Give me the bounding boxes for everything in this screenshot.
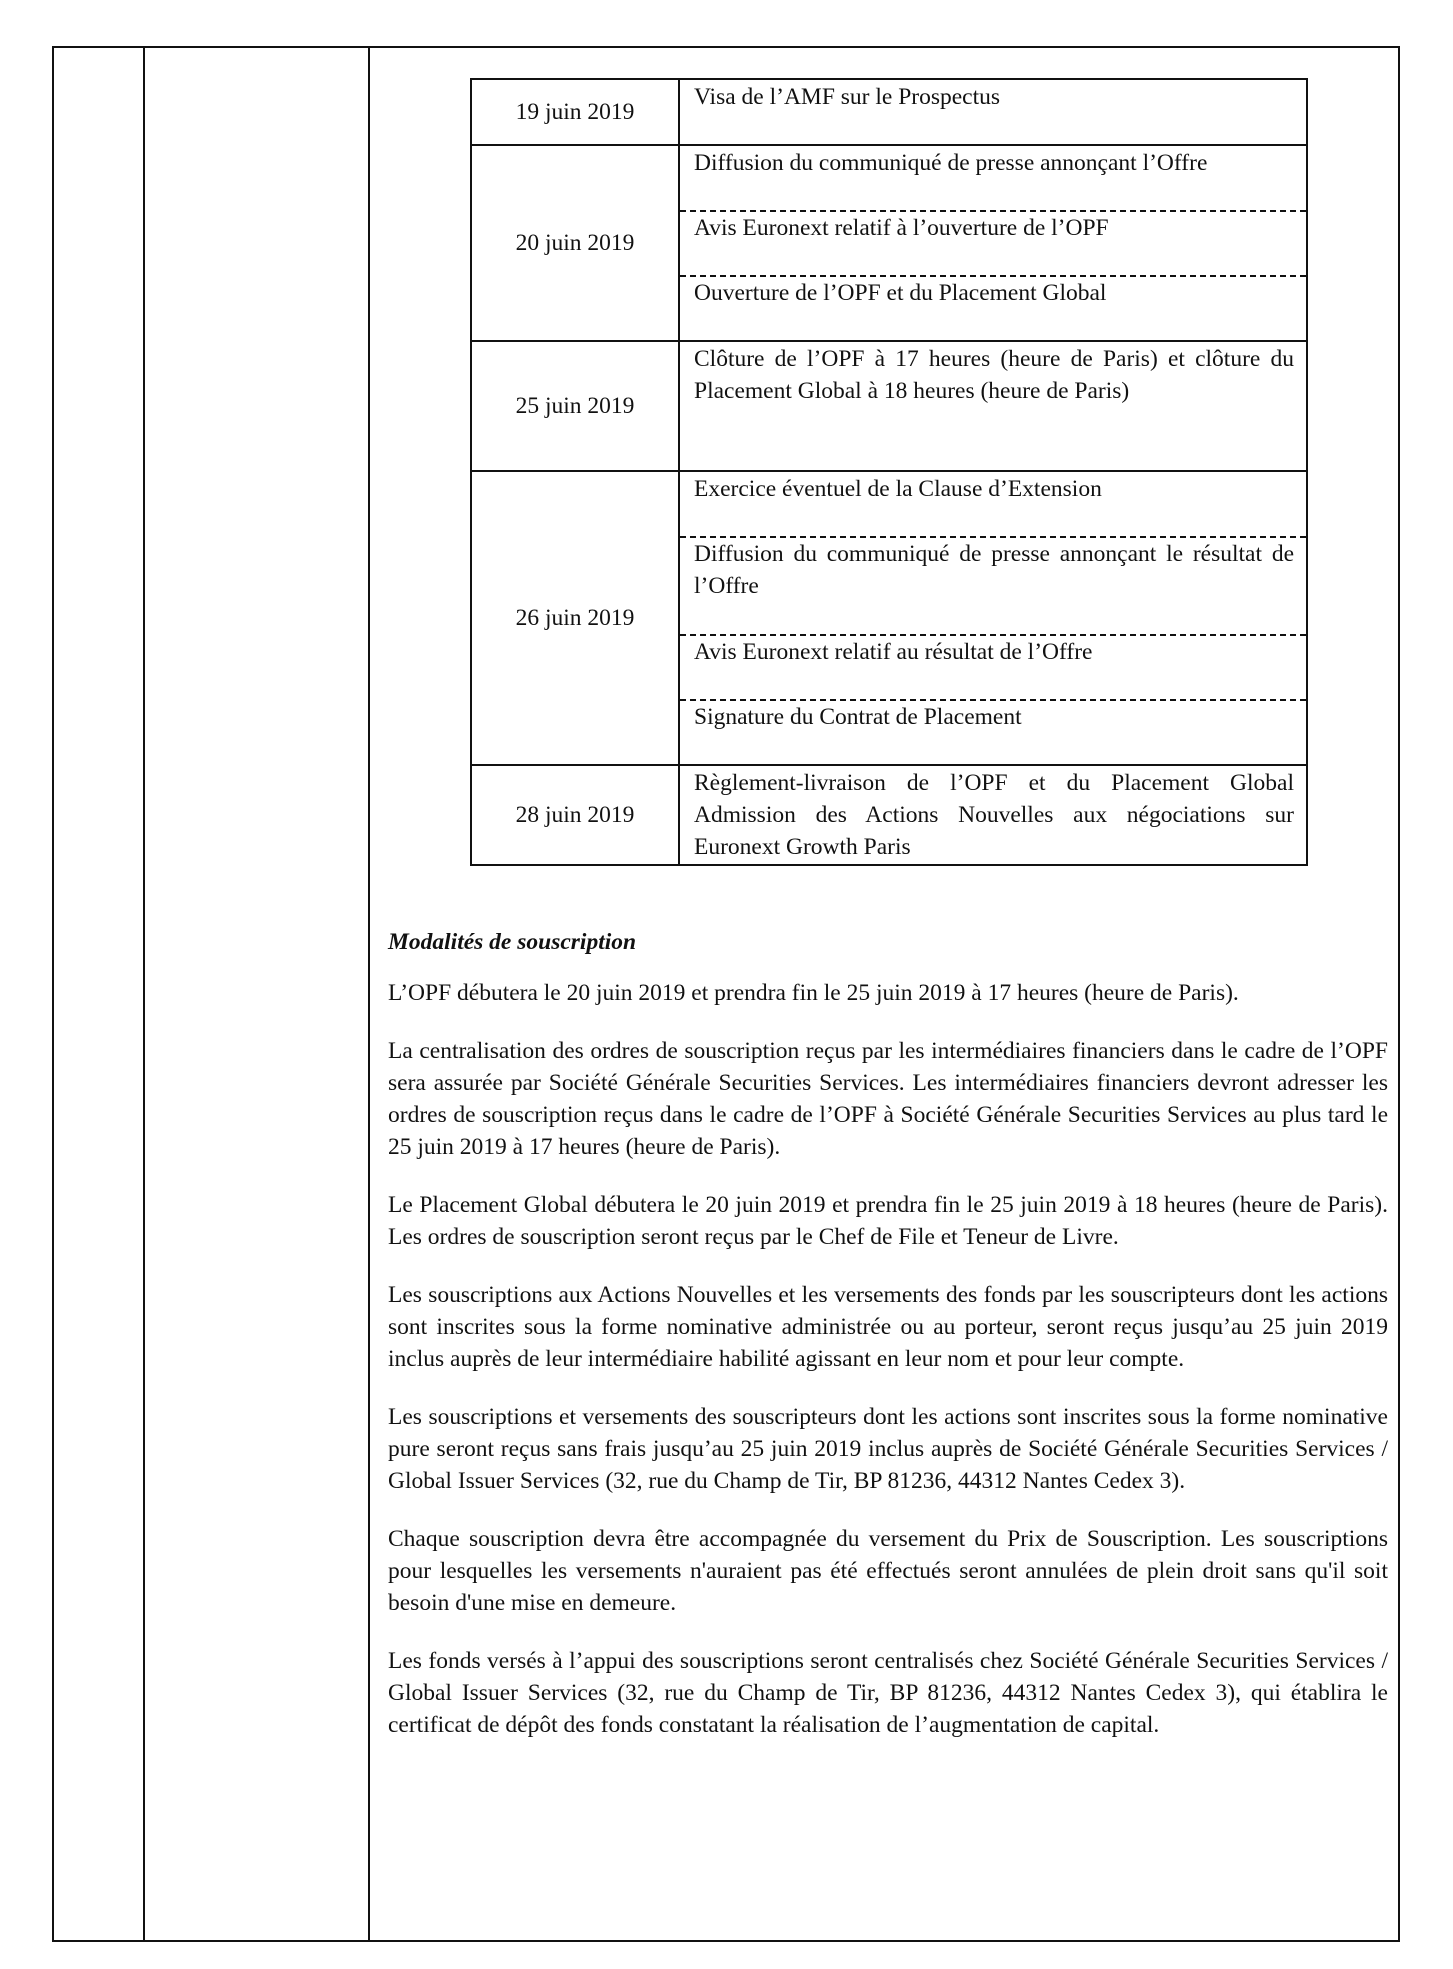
schedule-event: Diffusion du communiqué de presse annonçant le résultat de l’Offre <box>680 536 1306 634</box>
content-column <box>382 46 1390 1942</box>
schedule-date: 19 juin 2019 <box>471 79 679 145</box>
paragraph: Les souscriptions et versements des souscripteurs dont les actions sont inscrites sous la forme nominative pure seront reçus sans frais jusqu’au 25 juin 2019 inclus auprès de Société Générale Securities Services / Global Issuer Services (32, rue du Champ de Tir, BP 81236, 44312 Nantes Cedex 3). <box>388 1404 1388 1494</box>
schedule-event: Diffusion du communiqué de presse annonçant l’Offre <box>694 150 1208 176</box>
schedule-row <box>471 765 1307 865</box>
column-divider-2 <box>368 46 370 1942</box>
schedule-events <box>679 765 1307 865</box>
paragraph: L’OPF débutera le 20 juin 2019 et prendra fin le 25 juin 2019 à 17 heures (heure de Paris). <box>388 980 1239 1006</box>
schedule-date: 25 juin 2019 <box>471 341 679 471</box>
schedule-date: 26 juin 2019 <box>471 471 679 765</box>
schedule-row <box>471 145 1307 341</box>
schedule-table <box>470 78 1308 866</box>
schedule-events <box>679 471 1307 765</box>
column-divider-1 <box>143 46 145 1942</box>
schedule-events <box>679 341 1307 471</box>
schedule-event: Ouverture de l’OPF et du Placement Global <box>680 275 1306 340</box>
schedule-date: 28 juin 2019 <box>471 765 679 865</box>
schedule-event: Clôture de l’OPF à 17 heures (heure de Paris) et clôture du Placement Global à 18 heures (heure de Paris) <box>694 346 1294 404</box>
subscription-section <box>388 926 1388 1767</box>
schedule-event: Règlement-livraison de l’OPF et du Placement Global Admission des Actions Nouvelles aux négociations sur Euronext Growth Paris <box>694 770 1294 860</box>
schedule-event: Exercice éventuel de la Clause d’Extension <box>694 476 1102 502</box>
schedule-row <box>471 79 1307 145</box>
schedule-event: Avis Euronext relatif à l’ouverture de l’OPF <box>680 210 1306 275</box>
schedule-row <box>471 341 1307 471</box>
schedule-event: Avis Euronext relatif au résultat de l’Offre <box>680 634 1306 699</box>
paragraph: Les fonds versés à l’appui des souscriptions seront centralisés chez Société Générale Securities Services / Global Issuer Services (32, rue du Champ de Tir, BP 81236, 44312 Nantes Cedex 3), qui établira le certificat de dépôt des fonds constatant la réalisation de l’augmentation de capital. <box>388 1648 1388 1738</box>
schedule-date: 20 juin 2019 <box>471 145 679 341</box>
schedule-events <box>679 145 1307 341</box>
paragraph: Les souscriptions aux Actions Nouvelles et les versements des fonds par les souscripteurs dont les actions sont inscrites sous la forme nominative administrée ou au porteur, seront reçus jusqu’au 25 juin 2019 inclus auprès de leur intermédiaire habilité agissant en leur nom et pour leur compte. <box>388 1282 1388 1372</box>
section-heading: Modalités de souscription <box>388 929 637 955</box>
schedule-event: Signature du Contrat de Placement <box>680 699 1306 764</box>
paragraph: Chaque souscription devra être accompagnée du versement du Prix de Souscription. Les souscriptions pour lesquelles les versements n'auraient pas été effectués seront annulées de plein droit sans qu'il soit besoin d'une mise en demeure. <box>388 1526 1388 1616</box>
schedule-events <box>679 79 1307 145</box>
schedule-row <box>471 471 1307 765</box>
schedule-event: Visa de l’AMF sur le Prospectus <box>694 84 1001 110</box>
paragraph: La centralisation des ordres de souscription reçus par les intermédiaires financiers dans le cadre de l’OPF sera assurée par Société Générale Securities Services. Les intermédiaires financiers devront adresser les ordres de souscription reçus dans le cadre de l’OPF à Société Générale Securities Services au plus tard le 25 juin 2019 à 17 heures (heure de Paris). <box>388 1038 1388 1160</box>
paragraph: Le Placement Global débutera le 20 juin 2019 et prendra fin le 25 juin 2019 à 18 heures (heure de Paris). Les ordres de souscription seront reçus par le Chef de File et Teneur de Livre. <box>388 1192 1388 1250</box>
